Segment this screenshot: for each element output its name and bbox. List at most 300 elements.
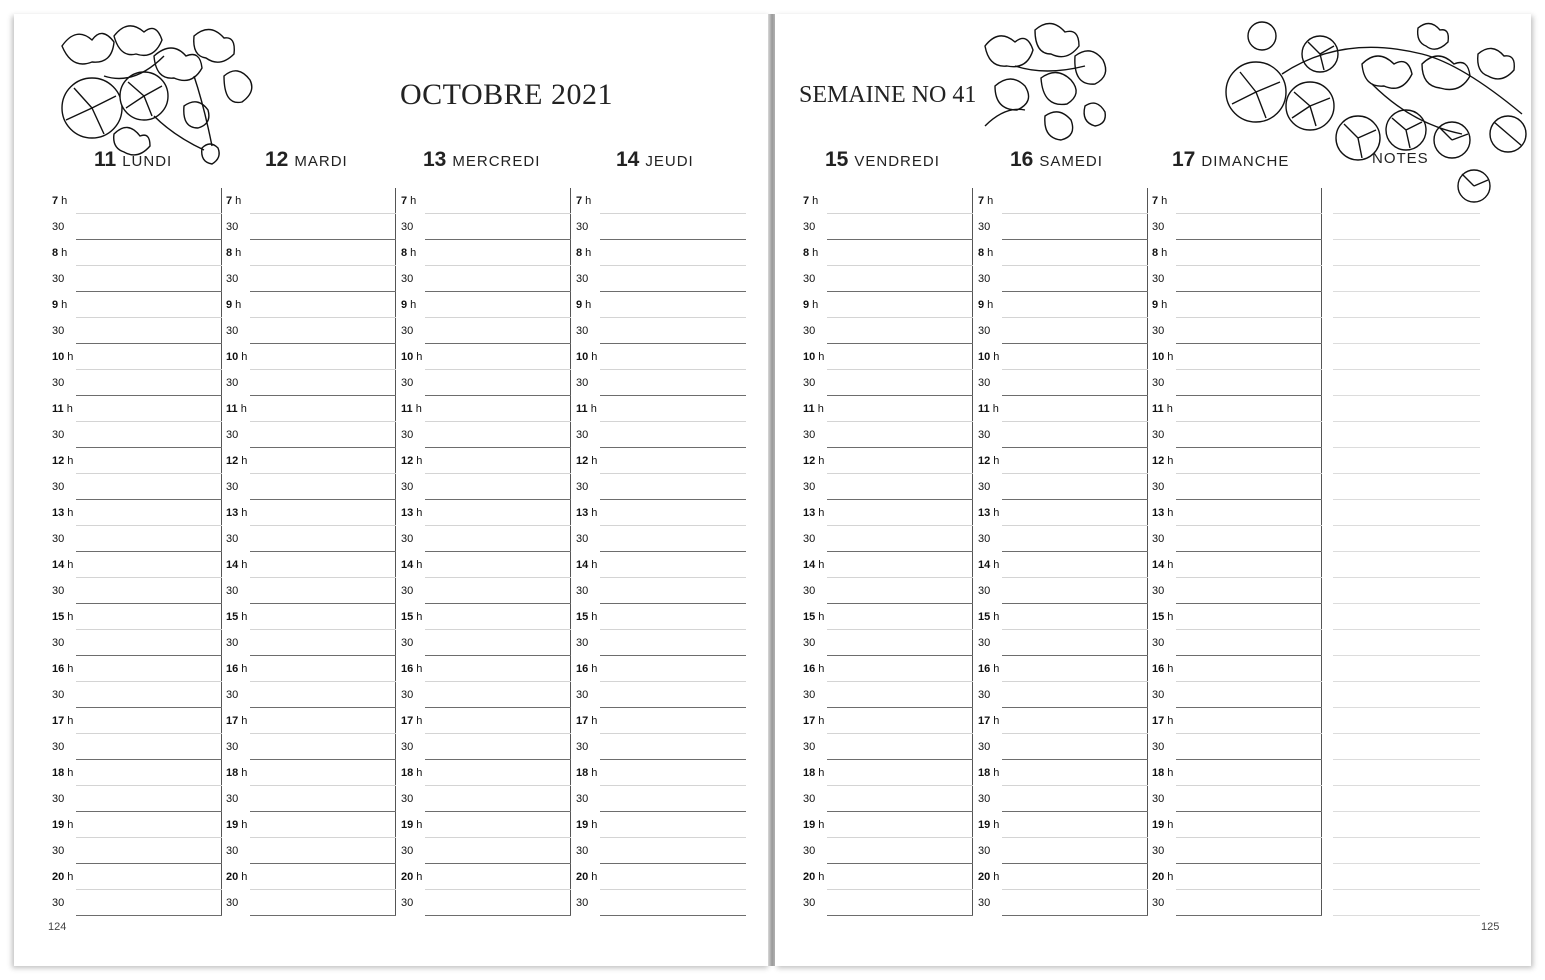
time-slot-half[interactable] <box>1150 214 1322 240</box>
time-slot-half[interactable] <box>50 474 222 500</box>
time-slot-hour[interactable] <box>801 656 973 682</box>
time-slot-half[interactable] <box>399 578 571 604</box>
time-slot-half[interactable] <box>1150 578 1322 604</box>
time-slot-half[interactable] <box>801 682 973 708</box>
time-label: 17 h <box>52 715 74 727</box>
time-slot-hour[interactable] <box>801 552 973 578</box>
time-slot-hour[interactable] <box>801 188 973 214</box>
time-slot-half[interactable] <box>1150 734 1322 760</box>
time-slot-hour[interactable] <box>224 344 396 370</box>
time-slot-hour[interactable] <box>574 708 746 734</box>
notes-area[interactable] <box>1333 188 1480 916</box>
time-label: 9 h <box>401 299 417 311</box>
time-slot-hour[interactable] <box>224 292 396 318</box>
time-label: 30 <box>52 481 65 493</box>
day-header-dimanche <box>1172 148 1289 178</box>
time-slot-hour[interactable] <box>801 708 973 734</box>
time-slot-hour[interactable] <box>50 656 222 682</box>
time-slot-half[interactable] <box>50 786 222 812</box>
time-slot-hour[interactable] <box>1150 344 1322 370</box>
time-slot-hour[interactable] <box>574 656 746 682</box>
time-slot-half[interactable] <box>801 786 973 812</box>
time-slot-hour[interactable] <box>574 448 746 474</box>
notes-line <box>1333 291 1480 292</box>
notes-line <box>1333 915 1480 916</box>
time-slot-half[interactable] <box>801 630 973 656</box>
time-label: 30 <box>226 793 239 805</box>
time-slot-half[interactable] <box>574 266 746 292</box>
time-label: 8 h <box>401 247 417 259</box>
time-slot-half[interactable] <box>399 526 571 552</box>
time-slot-half[interactable] <box>1150 422 1322 448</box>
time-slot-hour[interactable] <box>224 604 396 630</box>
time-slot-half[interactable] <box>976 318 1148 344</box>
notes-line <box>1333 473 1480 474</box>
time-label: 15 h <box>803 611 825 623</box>
notes-line <box>1333 785 1480 786</box>
time-slot-half[interactable] <box>574 630 746 656</box>
notes-line <box>1333 577 1480 578</box>
time-slot-half[interactable] <box>224 526 396 552</box>
time-slot-half[interactable] <box>801 734 973 760</box>
time-slot-hour[interactable] <box>50 552 222 578</box>
time-slot-hour[interactable] <box>399 708 571 734</box>
time-label: 14 h <box>52 559 74 571</box>
time-label: 30 <box>576 845 589 857</box>
time-slot-half[interactable] <box>224 838 396 864</box>
time-slot-half[interactable] <box>574 734 746 760</box>
day-name: LUNDI <box>122 153 173 170</box>
day-column-mercredi <box>399 188 571 916</box>
time-label: 18 h <box>1152 767 1174 779</box>
time-label: 30 <box>803 377 816 389</box>
time-label: 20 h <box>52 871 74 883</box>
time-slot-half[interactable] <box>224 318 396 344</box>
time-slot-hour[interactable] <box>976 396 1148 422</box>
time-label: 19 h <box>52 819 74 831</box>
time-slot-hour[interactable] <box>801 604 973 630</box>
time-slot-half[interactable] <box>1150 890 1322 916</box>
time-slot-hour[interactable] <box>399 864 571 890</box>
notes-line <box>1333 837 1480 838</box>
time-label: 30 <box>226 689 239 701</box>
time-slot-half[interactable] <box>399 370 571 396</box>
time-label: 16 h <box>226 663 248 675</box>
time-label: 30 <box>226 637 239 649</box>
time-slot-half[interactable] <box>399 422 571 448</box>
time-slot-half[interactable] <box>976 526 1148 552</box>
time-slot-hour[interactable] <box>1150 604 1322 630</box>
time-slot-hour[interactable] <box>224 240 396 266</box>
time-slot-hour[interactable] <box>976 292 1148 318</box>
notes-line <box>1333 369 1480 370</box>
time-slot-hour[interactable] <box>976 552 1148 578</box>
time-slot-half[interactable] <box>224 630 396 656</box>
time-slot-half[interactable] <box>574 422 746 448</box>
day-number: 11 <box>94 148 117 171</box>
time-slot-hour[interactable] <box>50 448 222 474</box>
time-slot-hour[interactable] <box>399 812 571 838</box>
time-label: 19 h <box>1152 819 1174 831</box>
day-name: SAMEDI <box>1039 153 1103 170</box>
time-slot-half[interactable] <box>50 318 222 344</box>
time-slot-half[interactable] <box>50 526 222 552</box>
time-label: 30 <box>401 273 414 285</box>
time-slot-half[interactable] <box>399 474 571 500</box>
time-slot-half[interactable] <box>399 318 571 344</box>
time-slot-half[interactable] <box>1150 786 1322 812</box>
time-slot-half[interactable] <box>50 838 222 864</box>
time-slot-hour[interactable] <box>50 396 222 422</box>
time-slot-half[interactable] <box>1150 526 1322 552</box>
time-slot-hour[interactable] <box>976 188 1148 214</box>
time-label: 30 <box>803 689 816 701</box>
time-label: 30 <box>1152 377 1165 389</box>
time-slot-hour[interactable] <box>574 760 746 786</box>
time-label: 30 <box>226 221 239 233</box>
time-label: 7 h <box>52 195 68 207</box>
time-slot-half[interactable] <box>224 786 396 812</box>
week-title: SEMAINE NO 41 <box>799 82 977 108</box>
time-label: 30 <box>401 897 414 909</box>
time-slot-hour[interactable] <box>801 240 973 266</box>
time-slot-half[interactable] <box>574 526 746 552</box>
time-slot-half[interactable] <box>50 578 222 604</box>
time-label: 17 h <box>978 715 1000 727</box>
time-label: 30 <box>1152 533 1165 545</box>
time-slot-hour[interactable] <box>224 552 396 578</box>
time-slot-half[interactable] <box>50 266 222 292</box>
time-slot-half[interactable] <box>50 890 222 916</box>
time-slot-hour[interactable] <box>1150 448 1322 474</box>
time-label: 19 h <box>226 819 248 831</box>
time-slot-hour[interactable] <box>801 760 973 786</box>
time-slot-half[interactable] <box>976 734 1148 760</box>
time-label: 30 <box>576 897 589 909</box>
time-slot-hour[interactable] <box>574 552 746 578</box>
writing-line <box>600 915 746 916</box>
time-slot-hour[interactable] <box>50 708 222 734</box>
time-slot-half[interactable] <box>976 682 1148 708</box>
time-slot-hour[interactable] <box>976 812 1148 838</box>
time-slot-half[interactable] <box>976 578 1148 604</box>
time-slot-half[interactable] <box>224 734 396 760</box>
time-slot-hour[interactable] <box>224 448 396 474</box>
time-slot-hour[interactable] <box>224 812 396 838</box>
time-label: 30 <box>978 273 991 285</box>
time-slot-hour[interactable] <box>224 760 396 786</box>
time-slot-hour[interactable] <box>50 240 222 266</box>
time-label: 12 h <box>1152 455 1174 467</box>
time-slot-half[interactable] <box>574 578 746 604</box>
time-slot-hour[interactable] <box>574 864 746 890</box>
time-slot-hour[interactable] <box>50 812 222 838</box>
time-label: 30 <box>52 273 65 285</box>
time-label: 30 <box>576 325 589 337</box>
time-label: 30 <box>52 741 65 753</box>
time-slot-hour[interactable] <box>976 656 1148 682</box>
time-slot-half[interactable] <box>399 838 571 864</box>
time-slot-half[interactable] <box>801 214 973 240</box>
time-slot-hour[interactable] <box>399 448 571 474</box>
time-slot-hour[interactable] <box>224 188 396 214</box>
time-label: 30 <box>803 793 816 805</box>
time-slot-half[interactable] <box>224 890 396 916</box>
time-label: 18 h <box>226 767 248 779</box>
time-slot-half[interactable] <box>574 370 746 396</box>
time-slot-hour[interactable] <box>50 344 222 370</box>
time-slot-half[interactable] <box>399 890 571 916</box>
notes-line <box>1333 213 1480 214</box>
time-slot-half[interactable] <box>224 578 396 604</box>
time-label: 30 <box>803 741 816 753</box>
time-slot-half[interactable] <box>1150 474 1322 500</box>
time-label: 30 <box>226 533 239 545</box>
time-slot-half[interactable] <box>976 838 1148 864</box>
time-slot-half[interactable] <box>801 422 973 448</box>
time-slot-hour[interactable] <box>399 292 571 318</box>
time-slot-half[interactable] <box>801 474 973 500</box>
time-label: 9 h <box>226 299 242 311</box>
time-label: 30 <box>1152 845 1165 857</box>
time-label: 19 h <box>401 819 423 831</box>
time-slot-half[interactable] <box>224 682 396 708</box>
time-label: 10 h <box>401 351 423 363</box>
time-slot-half[interactable] <box>224 422 396 448</box>
time-slot-half[interactable] <box>801 578 973 604</box>
time-label: 12 h <box>576 455 598 467</box>
time-slot-hour[interactable] <box>574 188 746 214</box>
time-slot-hour[interactable] <box>976 864 1148 890</box>
time-slot-half[interactable] <box>224 266 396 292</box>
time-slot-hour[interactable] <box>50 864 222 890</box>
time-label: 15 h <box>1152 611 1174 623</box>
time-label: 30 <box>576 741 589 753</box>
time-label: 9 h <box>52 299 68 311</box>
time-label: 30 <box>52 689 65 701</box>
time-slot-half[interactable] <box>976 474 1148 500</box>
time-slot-half[interactable] <box>574 214 746 240</box>
time-slot-half[interactable] <box>1150 838 1322 864</box>
time-slot-half[interactable] <box>1150 630 1322 656</box>
time-label: 12 h <box>803 455 825 467</box>
time-label: 30 <box>576 429 589 441</box>
time-label: 13 h <box>576 507 598 519</box>
day-header-mardi <box>265 148 348 178</box>
time-slot-hour[interactable] <box>1150 500 1322 526</box>
time-slot-hour[interactable] <box>1150 240 1322 266</box>
time-slot-hour[interactable] <box>1150 812 1322 838</box>
time-label: 10 h <box>1152 351 1174 363</box>
time-slot-half[interactable] <box>574 474 746 500</box>
time-slot-hour[interactable] <box>976 760 1148 786</box>
time-label: 30 <box>226 273 239 285</box>
time-label: 30 <box>978 481 991 493</box>
time-label: 14 h <box>803 559 825 571</box>
time-slot-half[interactable] <box>399 786 571 812</box>
time-slot-half[interactable] <box>976 370 1148 396</box>
time-slot-hour[interactable] <box>976 448 1148 474</box>
time-slot-half[interactable] <box>801 318 973 344</box>
time-label: 30 <box>52 533 65 545</box>
time-slot-hour[interactable] <box>50 292 222 318</box>
time-slot-half[interactable] <box>976 214 1148 240</box>
time-label: 30 <box>401 429 414 441</box>
time-slot-hour[interactable] <box>224 864 396 890</box>
time-label: 30 <box>803 221 816 233</box>
time-slot-hour[interactable] <box>801 500 973 526</box>
time-label: 30 <box>401 637 414 649</box>
time-label: 8 h <box>1152 247 1168 259</box>
time-slot-hour[interactable] <box>1150 656 1322 682</box>
time-label: 30 <box>52 429 65 441</box>
time-label: 18 h <box>401 767 423 779</box>
time-slot-hour[interactable] <box>399 552 571 578</box>
time-slot-half[interactable] <box>574 682 746 708</box>
day-number: 13 <box>423 148 447 171</box>
time-slot-half[interactable] <box>976 630 1148 656</box>
time-slot-hour[interactable] <box>50 500 222 526</box>
time-label: 7 h <box>226 195 242 207</box>
time-label: 11 h <box>226 403 247 415</box>
time-slot-hour[interactable] <box>399 760 571 786</box>
time-slot-half[interactable] <box>1150 370 1322 396</box>
time-label: 30 <box>803 325 816 337</box>
time-slot-half[interactable] <box>976 786 1148 812</box>
time-slot-hour[interactable] <box>224 396 396 422</box>
time-slot-hour[interactable] <box>399 344 571 370</box>
time-slot-hour[interactable] <box>1150 864 1322 890</box>
time-slot-hour[interactable] <box>50 188 222 214</box>
time-label: 9 h <box>803 299 819 311</box>
time-slot-half[interactable] <box>50 214 222 240</box>
time-slot-hour[interactable] <box>399 396 571 422</box>
time-slot-hour[interactable] <box>801 448 973 474</box>
time-slot-half[interactable] <box>574 838 746 864</box>
time-slot-hour[interactable] <box>801 864 973 890</box>
time-slot-half[interactable] <box>801 838 973 864</box>
time-slot-half[interactable] <box>399 214 571 240</box>
time-slot-half[interactable] <box>399 734 571 760</box>
time-label: 18 h <box>803 767 825 779</box>
notes-line <box>1333 759 1480 760</box>
time-slot-hour[interactable] <box>801 396 973 422</box>
time-slot-half[interactable] <box>50 630 222 656</box>
time-label: 30 <box>1152 273 1165 285</box>
time-slot-half[interactable] <box>399 630 571 656</box>
time-slot-hour[interactable] <box>1150 292 1322 318</box>
time-slot-half[interactable] <box>801 526 973 552</box>
time-slot-half[interactable] <box>574 786 746 812</box>
time-slot-half[interactable] <box>1150 266 1322 292</box>
time-slot-half[interactable] <box>399 682 571 708</box>
time-label: 20 h <box>401 871 423 883</box>
time-slot-hour[interactable] <box>574 500 746 526</box>
time-slot-half[interactable] <box>574 318 746 344</box>
time-slot-hour[interactable] <box>399 188 571 214</box>
time-slot-hour[interactable] <box>399 656 571 682</box>
time-label: 30 <box>52 897 65 909</box>
time-slot-half[interactable] <box>976 422 1148 448</box>
time-label: 30 <box>978 689 991 701</box>
time-slot-hour[interactable] <box>976 240 1148 266</box>
day-name: MARDI <box>294 153 348 170</box>
time-slot-hour[interactable] <box>976 708 1148 734</box>
notes-line <box>1333 551 1480 552</box>
time-slot-hour[interactable] <box>224 656 396 682</box>
time-slot-half[interactable] <box>574 890 746 916</box>
time-slot-half[interactable] <box>801 890 973 916</box>
time-label: 14 h <box>226 559 248 571</box>
time-slot-half[interactable] <box>50 370 222 396</box>
time-slot-hour[interactable] <box>50 760 222 786</box>
time-slot-half[interactable] <box>224 370 396 396</box>
time-slot-hour[interactable] <box>801 812 973 838</box>
time-slot-hour[interactable] <box>574 604 746 630</box>
time-slot-hour[interactable] <box>801 292 973 318</box>
time-slot-hour[interactable] <box>574 344 746 370</box>
time-slot-hour[interactable] <box>976 604 1148 630</box>
time-slot-half[interactable] <box>976 890 1148 916</box>
time-slot-hour[interactable] <box>50 604 222 630</box>
time-slot-hour[interactable] <box>976 344 1148 370</box>
time-slot-half[interactable] <box>50 422 222 448</box>
time-slot-hour[interactable] <box>1150 552 1322 578</box>
time-slot-hour[interactable] <box>399 500 571 526</box>
time-slot-half[interactable] <box>801 370 973 396</box>
time-label: 30 <box>226 325 239 337</box>
time-slot-half[interactable] <box>976 266 1148 292</box>
time-label: 13 h <box>226 507 248 519</box>
time-label: 12 h <box>978 455 1000 467</box>
time-label: 13 h <box>52 507 74 519</box>
time-slot-hour[interactable] <box>574 812 746 838</box>
time-slot-hour[interactable] <box>399 604 571 630</box>
time-label: 20 h <box>576 871 598 883</box>
time-label: 9 h <box>576 299 592 311</box>
time-slot-hour[interactable] <box>574 396 746 422</box>
time-label: 14 h <box>978 559 1000 571</box>
time-label: 30 <box>978 897 991 909</box>
day-column-mardi <box>224 188 396 916</box>
time-slot-half[interactable] <box>1150 318 1322 344</box>
time-label: 19 h <box>803 819 825 831</box>
time-slot-hour[interactable] <box>801 344 973 370</box>
time-slot-hour[interactable] <box>1150 188 1322 214</box>
time-slot-half[interactable] <box>399 266 571 292</box>
writing-line <box>425 915 571 916</box>
time-label: 30 <box>401 481 414 493</box>
time-slot-hour[interactable] <box>1150 708 1322 734</box>
time-label: 30 <box>401 377 414 389</box>
time-slot-hour[interactable] <box>224 708 396 734</box>
time-slot-hour[interactable] <box>399 240 571 266</box>
time-slot-hour[interactable] <box>1150 396 1322 422</box>
time-slot-half[interactable] <box>801 266 973 292</box>
time-slot-hour[interactable] <box>574 240 746 266</box>
time-slot-half[interactable] <box>50 682 222 708</box>
time-slot-hour[interactable] <box>1150 760 1322 786</box>
time-label: 13 h <box>401 507 423 519</box>
time-slot-hour[interactable] <box>224 500 396 526</box>
time-slot-hour[interactable] <box>976 500 1148 526</box>
time-label: 16 h <box>52 663 74 675</box>
time-slot-hour[interactable] <box>574 292 746 318</box>
time-slot-half[interactable] <box>1150 682 1322 708</box>
time-slot-half[interactable] <box>50 734 222 760</box>
time-slot-half[interactable] <box>224 214 396 240</box>
time-slot-half[interactable] <box>224 474 396 500</box>
